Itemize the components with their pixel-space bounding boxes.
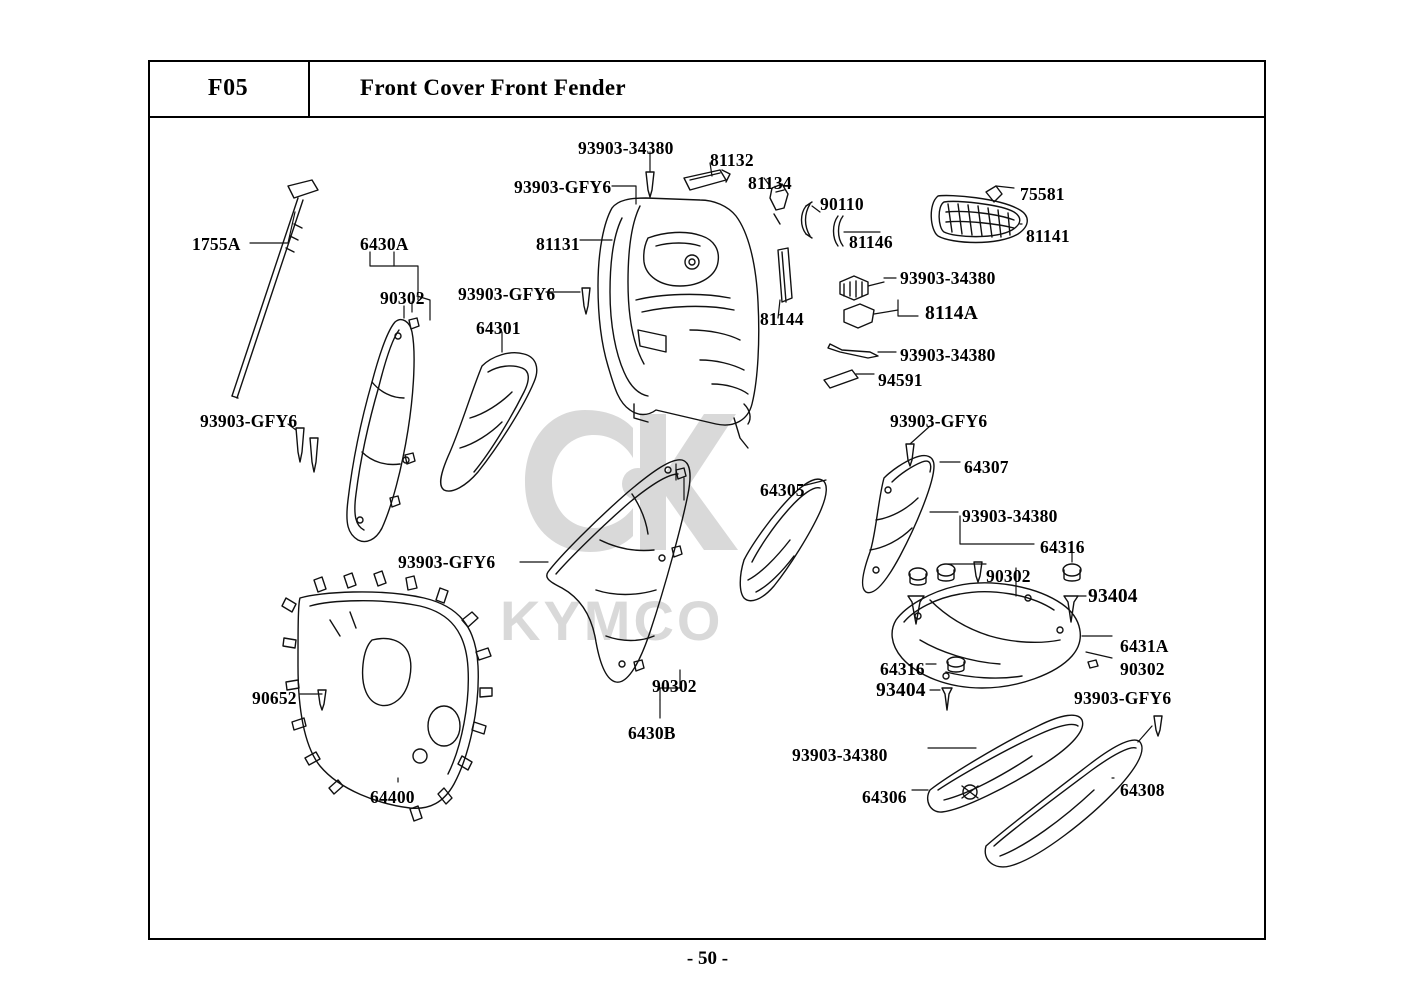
part-label-93903-34380-upper-right: 93903-34380 <box>900 268 996 288</box>
part-label-93903-34380-top: 93903-34380 <box>578 138 674 158</box>
part-label-81141: 81141 <box>1026 226 1070 246</box>
section-title: Front Cover Front Fender <box>360 75 626 100</box>
watermark-text: KYMCO <box>500 589 724 652</box>
part-label-90302-right-upper: 90302 <box>986 566 1031 586</box>
part-label-64306: 64306 <box>862 787 907 807</box>
part-label-64400: 64400 <box>370 787 415 807</box>
part-label-93903-gfy6-bottom-right: 93903-GFY6 <box>1074 688 1172 708</box>
part-label-93404-upper: 93404 <box>1088 586 1138 607</box>
part-label-93903-gfy6-left: 93903-GFY6 <box>200 411 298 431</box>
part-label-81131: 81131 <box>536 234 580 254</box>
part-label-90302-left: 90302 <box>380 288 425 308</box>
part-label-93903-34380-lower-right: 93903-34380 <box>962 506 1058 526</box>
part-label-1755a: 1755A <box>192 234 241 254</box>
part-label-6430a: 6430A <box>360 234 409 254</box>
part-label-94591: 94591 <box>878 370 923 390</box>
part-label-64301: 64301 <box>476 318 521 338</box>
part-label-93903-gfy6-right: 93903-GFY6 <box>890 411 988 431</box>
part-label-93903-gfy6-top: 93903-GFY6 <box>514 177 612 197</box>
part-label-81146: 81146 <box>849 232 893 252</box>
section-title-bar <box>310 60 1266 118</box>
part-label-8114a: 8114A <box>925 303 979 324</box>
part-label-90652: 90652 <box>252 688 297 708</box>
part-label-81134: 81134 <box>748 173 792 193</box>
section-code: F05 <box>207 74 249 101</box>
part-label-64307: 64307 <box>964 457 1009 477</box>
part-label-64316-upper: 64316 <box>1040 537 1085 557</box>
page-number: - 50 - <box>686 948 729 969</box>
part-label-64316-lower: 64316 <box>880 659 925 679</box>
part-label-93903-gfy6-center: 93903-GFY6 <box>398 552 496 572</box>
part-label-93903-34380-bottom: 93903-34380 <box>792 745 888 765</box>
part-label-64305: 64305 <box>760 480 805 500</box>
part-label-93404-lower: 93404 <box>876 680 926 701</box>
part-label-6430b: 6430B <box>628 723 676 743</box>
part-label-64308: 64308 <box>1120 780 1165 800</box>
sheet-border <box>148 60 1266 940</box>
part-label-90110: 90110 <box>820 194 864 214</box>
part-label-81144: 81144 <box>760 309 804 329</box>
part-label-90302-center: 90302 <box>652 676 697 696</box>
part-label-6431a: 6431A <box>1120 636 1169 656</box>
part-label-81132: 81132 <box>710 150 754 170</box>
part-label-93903-34380-mid-right: 93903-34380 <box>900 345 996 365</box>
section-code-cell <box>148 60 310 118</box>
part-label-93903-gfy6-mid: 93903-GFY6 <box>458 284 556 304</box>
part-label-90302-right-lower: 90302 <box>1120 659 1165 679</box>
part-label-75581: 75581 <box>1020 184 1065 204</box>
